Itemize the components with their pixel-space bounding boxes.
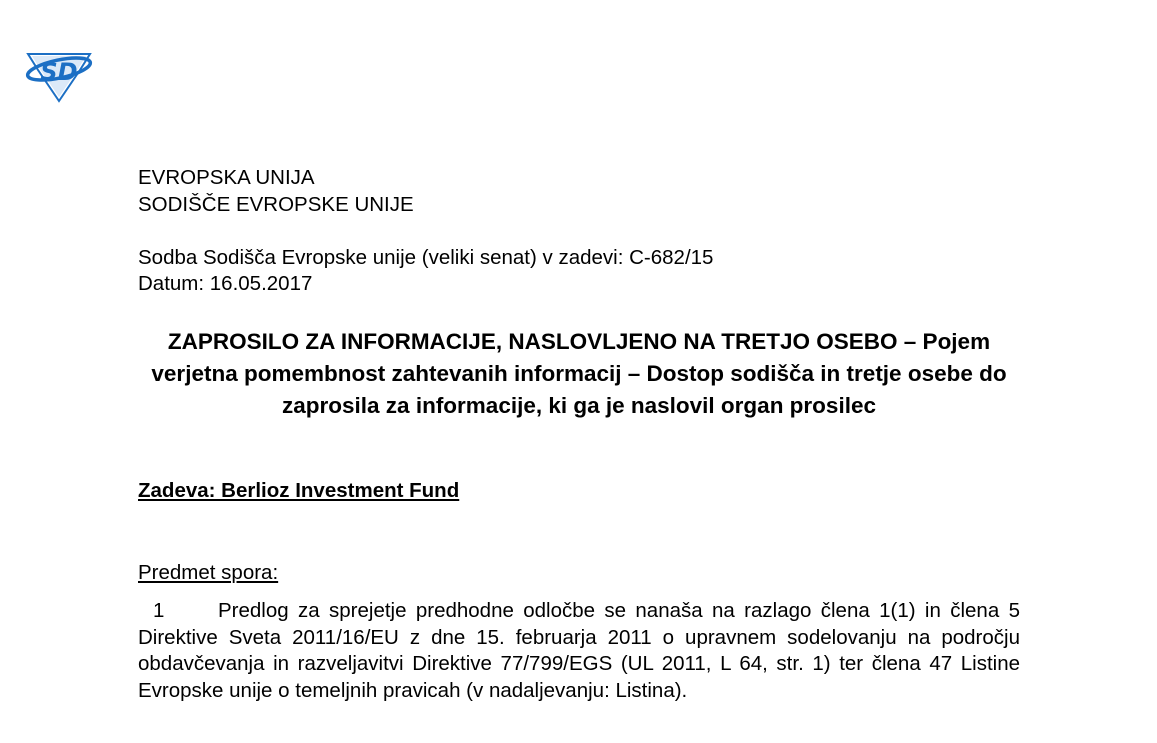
logo-letters: SD xyxy=(40,58,78,86)
org-name-eu: EVROPSKA UNIJA xyxy=(138,166,315,189)
judgment-date: Datum: 16.05.2017 xyxy=(138,272,313,295)
case-name: Zadeva: Berlioz Investment Fund xyxy=(138,479,460,502)
court-shield-icon xyxy=(22,48,96,104)
subject-heading: Predmet spora: xyxy=(138,561,279,584)
paragraph-text: Predlog za sprejetje predhodne odločbe se nanaša na razlago člena 1(1) in člena 5 Direktive Sveta 2011/16/EU z dne 15. februarja 2011 o upravnem sodelovanju na področju obdavčevanja in razveljavitvi Direktive 77/799/EGS (UL 2011, L 64, str. 1) ter člena 47 Listine Evropske unije o temeljnih pravicah (v nadaljevanju: Listina). xyxy=(138,599,1020,702)
paragraph-1 xyxy=(138,598,1020,704)
court-shield-logo xyxy=(22,48,96,104)
paragraph-number: 1 xyxy=(153,599,165,622)
org-name-court: SODIŠČE EVROPSKE UNIJE xyxy=(138,193,414,216)
document-title: ZAPROSILO ZA INFORMACIJE, NASLOVLJENO NA TRETJO OSEBO – Pojem verjetna pomembnost zahtevanih informacij – Dostop sodišča in tretje osebe do zaprosila za informacije, ki ga je naslovil organ prosilec xyxy=(151,329,1007,418)
judgment-reference: Sodba Sodišča Evropske unije (veliki senat) v zadevi: C-682/15 xyxy=(138,246,714,269)
